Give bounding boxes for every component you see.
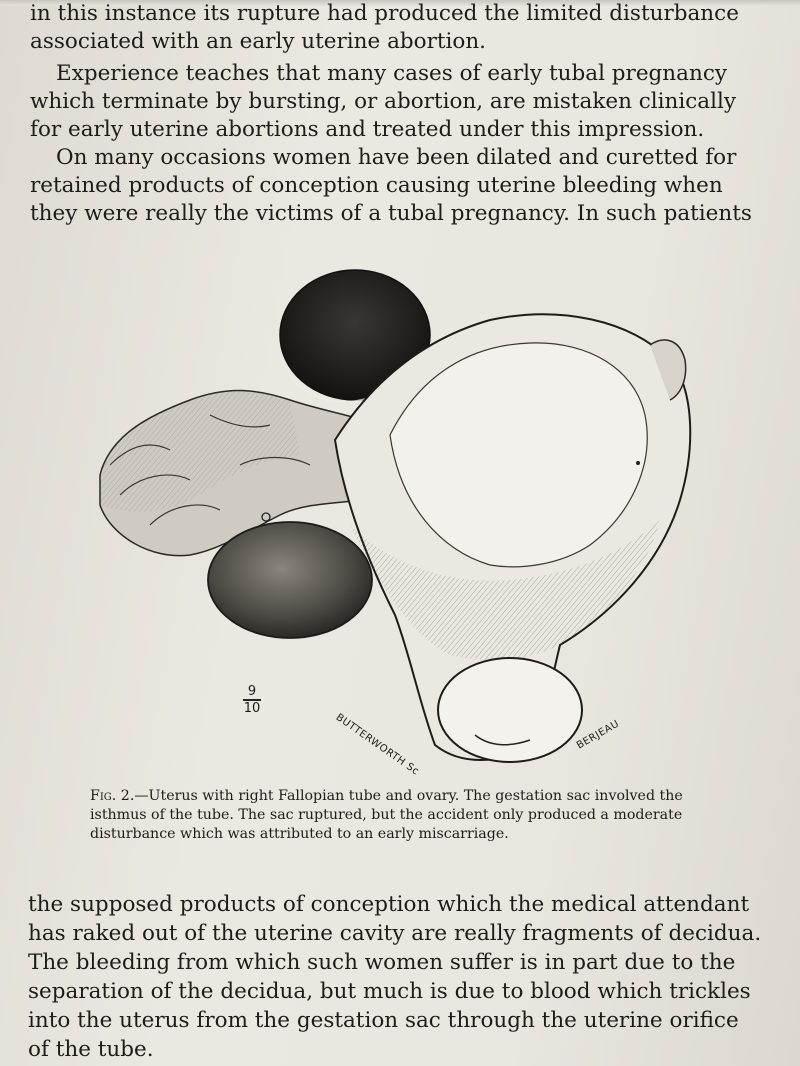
artist-signature: BERJEAU — [575, 718, 622, 752]
cervix — [438, 658, 582, 762]
engraver-signature: BUTTERWORTH Sc — [333, 712, 421, 778]
scale-denominator: 10 — [243, 700, 261, 716]
scale-fraction — [243, 685, 261, 715]
paragraph-continuation: in this instance its rupture had produced the limited disturbance associated with an early uterine abortion. — [30, 1, 739, 54]
paragraph-occasions: On many occasions women have been dilated and curetted for retained products of conception causing uterine bleeding when they were really the victims of a tubal pregnancy. In such patients — [30, 145, 752, 226]
figure-caption — [90, 787, 696, 844]
anatomical-illustration — [90, 265, 700, 785]
uterus-drawing — [90, 265, 700, 785]
paragraph-experience: Experience teaches that many cases of early tubal pregnancy which terminate by bursting, or abortion, are mistaken clinically for early uterine abortions and treated under this impression. — [30, 61, 737, 142]
caption-text: —Uterus with right Fallopian tube and ovary. The gestation sac involved the isthmus of the tube. The sac ruptured, but the accident only produced a moderate disturbance which was attributed to an early miscarriage. — [90, 788, 683, 842]
ovary — [208, 522, 372, 638]
paragraph-supposed-products: the supposed products of conception which the medical attendant has raked out of the uterine cavity are really fragments of decidua. The bleeding from which such women suffer is in part due to the separation of the decidua, but much is due to blood which trickles into the uterus from the gestation sac through the uterine orifice of the tube. — [28, 892, 762, 1062]
figure-label: Fig. 2. — [90, 788, 135, 804]
scale-numerator: 9 — [247, 684, 257, 699]
